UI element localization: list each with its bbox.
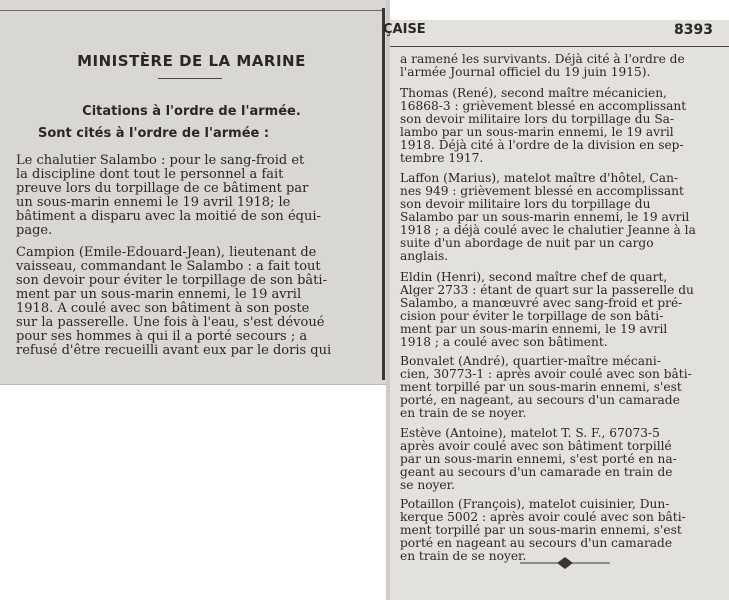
- left-text-line: Le chalutier Salambo : pour le sang-froid et: [16, 153, 305, 168]
- left-text-line: sur la passerelle. Une fois à l'eau, s'est dévoué: [16, 315, 325, 330]
- left-text-line: pour ses hommes à qui il a porté secours ; a: [16, 329, 308, 344]
- left-text-line: Campion (Emile-Edouard-Jean), lieutenant de: [16, 245, 317, 260]
- left-text-line: bâtiment a disparu avec la moitié de son équi-: [16, 209, 321, 224]
- left-text-line: la discipline dont tout le personnel a fait: [16, 167, 284, 182]
- right-text-line: 1918 ; a coulé avec son bâtiment.: [400, 335, 608, 349]
- intro-line: Sont cités à l'ordre de l'armée :: [38, 126, 270, 141]
- right-text-line: l'armée Journal officiel du 19 juin 1915).: [400, 65, 651, 79]
- right-text-line: par un sous-marin ennemi, s'est porté en na-: [400, 452, 677, 466]
- right-text-line: 1918. Déjà cité à l'ordre de la division en sep-: [400, 138, 684, 152]
- left-text-line: ment par un sous-marin ennemi, le 19 avril: [16, 287, 302, 302]
- header-rule-right: [390, 46, 729, 47]
- right-text-line: Salambo, a manœuvré avec sang-froid et pré-: [400, 296, 683, 310]
- right-text-line: suite d'un abordage de nuit par un cargo: [400, 236, 654, 250]
- right-text-line: ment torpillé par un sous-marin ennemi, s'est: [400, 380, 682, 394]
- right-text-line: a ramené les survivants. Déjà cité à l'ordre de: [400, 52, 685, 66]
- right-text-line: Potaillon (François), matelot cuisinier, Dun-: [400, 497, 670, 511]
- end-ornament-icon: [520, 556, 610, 570]
- right-text-line: Alger 2733 : étant de quart sur la passerelle du: [400, 283, 694, 297]
- clipping-gap: [386, 0, 390, 600]
- right-text-line: cien, 30773-1 : après avoir coulé avec son bâti-: [400, 367, 692, 381]
- left-text-line: preuve lors du torpillage de ce bâtiment par: [16, 181, 309, 196]
- top-rule-left: [0, 10, 383, 11]
- left-text-line: son devoir pour éviter le torpillage de son bâti-: [16, 273, 327, 288]
- right-text-line: Laffon (Marius), matelot maître d'hôtel, Can-: [400, 171, 679, 185]
- right-text-line: se noyer.: [400, 478, 455, 492]
- left-text-line: page.: [16, 223, 53, 238]
- right-text-line: Thomas (René), second maître mécanicien,: [400, 86, 667, 100]
- page-number: 8393: [674, 22, 713, 38]
- right-text-line: son devoir militaire lors du torpillage du: [400, 197, 651, 211]
- ministry-title: MINISTÈRE DE LA MARINE: [77, 52, 306, 70]
- right-text-line: son devoir militaire lors du torpillage du Sa-: [400, 112, 675, 126]
- left-text-line: un sous-marin ennemi le 19 avril 1918; le: [16, 195, 291, 210]
- left-text-line: vaisseau, commandant le Salambo : a fait tout: [16, 259, 321, 274]
- right-text-line: nes 949 : grièvement blessé en accomplissant: [400, 184, 684, 198]
- right-text-line: en train de se noyer.: [400, 406, 527, 420]
- right-text-line: porté en nageant au secours d'un camarade: [400, 536, 673, 550]
- right-text-line: lambo par un sous-marin ennemi, le 19 avril: [400, 125, 674, 139]
- page-header-title: ÇAISE: [383, 22, 426, 37]
- right-text-line: en train de se noyer.: [400, 549, 527, 563]
- right-text-line: après avoir coulé avec son bâtiment torpillé: [400, 439, 672, 453]
- right-text-line: geant au secours d'un camarade en train de: [400, 465, 673, 479]
- right-text-line: 1918 ; a déjà coulé avec le chalutier Jeanne à la: [400, 223, 696, 237]
- title-underline: [158, 78, 222, 79]
- right-text-line: 16868-3 : grièvement blessé en accomplissant: [400, 99, 687, 113]
- right-text-line: tembre 1917.: [400, 151, 484, 165]
- section-subtitle: Citations à l'ordre de l'armée.: [82, 104, 301, 119]
- right-text-line: Estève (Antoine), matelot T. S. F., 67073-5: [400, 426, 660, 440]
- right-text-line: ment torpillé par un sous-marin ennemi, s'est: [400, 523, 682, 537]
- right-text-line: Eldin (Henri), second maître chef de quart,: [400, 270, 668, 284]
- right-text-line: porté, en nageant, au secours d'un camarade: [400, 393, 680, 407]
- right-text-line: Bonvalet (André), quartier-maître mécani-: [400, 354, 661, 368]
- right-text-line: anglais.: [400, 249, 449, 263]
- right-text-line: ment par un sous-marin ennemi, le 19 avril: [400, 322, 668, 336]
- left-text-line: refusé d'être recueilli avant eux par le doris qui: [16, 343, 332, 358]
- right-text-line: Salambo par un sous-marin ennemi, le 19 avril: [400, 210, 690, 224]
- left-text-line: 1918. A coulé avec son bâtiment à son poste: [16, 301, 310, 316]
- right-text-line: kerque 5002 : après avoir coulé avec son bâti-: [400, 510, 686, 524]
- right-text-line: cision pour éviter le torpillage de son bâti-: [400, 309, 664, 323]
